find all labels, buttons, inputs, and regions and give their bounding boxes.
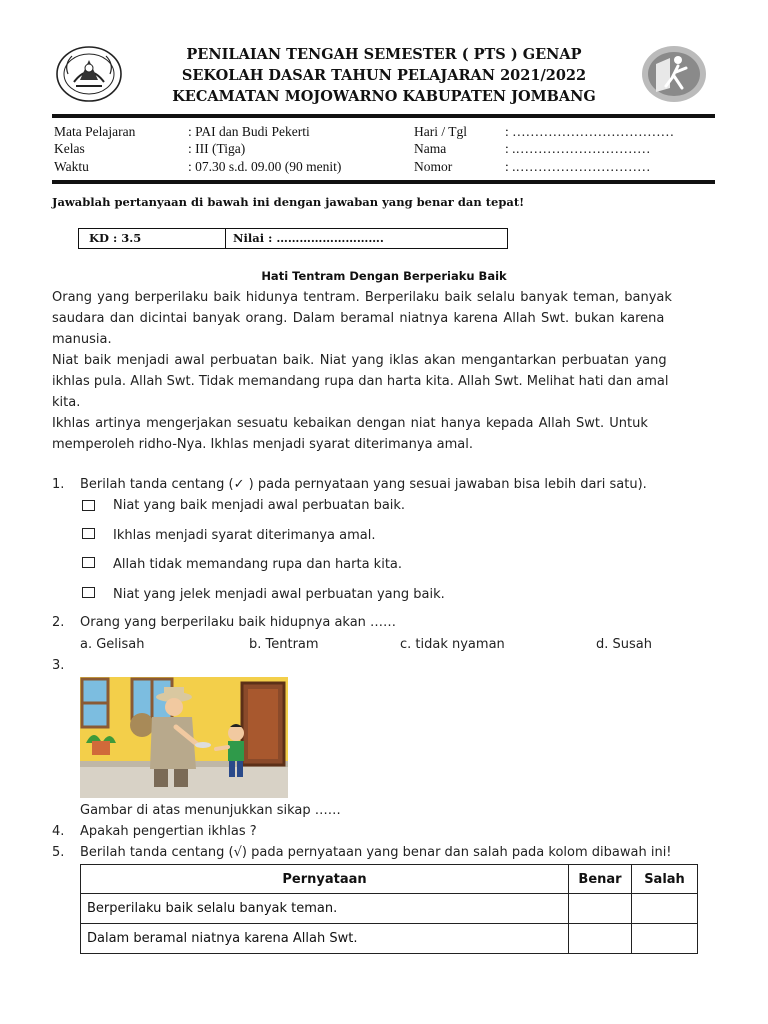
- benar-cell[interactable]: [569, 894, 632, 924]
- mapel-value: : PAI dan Budi Pekerti: [188, 124, 310, 139]
- nomor-label: Nomor: [414, 159, 453, 174]
- salah-cell[interactable]: [632, 894, 698, 924]
- table-row: [81, 894, 698, 924]
- q2-option-d[interactable]: d. Susah: [596, 637, 652, 652]
- q1-option-checkbox[interactable]: [82, 587, 95, 598]
- reading-line: kita.: [52, 395, 81, 410]
- nama-field[interactable]: : .…………………………: [505, 141, 651, 156]
- nomor-field[interactable]: : .…………………………: [505, 159, 651, 174]
- nama-label: Nama: [414, 141, 447, 156]
- q2-number: 2.: [52, 615, 65, 630]
- q2-text: Orang yang berperilaku baik hidupnya akan ……: [80, 615, 397, 630]
- nilai-field[interactable]: Nilai : ……………………….: [233, 231, 384, 245]
- info-divider: [52, 180, 715, 184]
- q2-option-a[interactable]: a. Gelisah: [80, 637, 145, 652]
- table-header-row: [81, 865, 698, 894]
- reading-line: ikhlas pula. Allah Swt. Tidak memandang rupa dan harta kita. Allah Swt. Melihat hati dan amal: [52, 374, 669, 389]
- mapel-label: Mata Pelajaran: [54, 124, 136, 139]
- q2-option-c[interactable]: c. tidak nyaman: [400, 637, 505, 652]
- table-row: [81, 924, 698, 954]
- reading-title: Hati Tentram Dengan Berperiaku Baik: [261, 269, 507, 283]
- reading-line: manusia.: [52, 332, 112, 347]
- kelas-label: Kelas: [54, 141, 85, 156]
- reading-line: Niat baik menjadi awal perbuatan baik. Niat yang iklas akan mengantarkan perbuatan yang: [52, 353, 667, 368]
- salah-cell[interactable]: [632, 924, 698, 954]
- q4-text: Apakah pengertian ikhlas ?: [80, 824, 257, 839]
- q3-number: 3.: [52, 658, 65, 673]
- kelas-value: : III (Tiga): [188, 141, 246, 156]
- kd-box-separator: [225, 229, 226, 248]
- statement-cell: Dalam beramal niatnya karena Allah Swt.: [81, 924, 569, 954]
- q1-number: 1.: [52, 477, 65, 492]
- q3-caption: Gambar di atas menunjukkan sikap ……: [80, 803, 341, 818]
- kd-box: [78, 228, 508, 249]
- hari-field[interactable]: : ………………………………: [505, 124, 675, 139]
- hari-label: Hari / Tgl: [414, 124, 467, 139]
- reading-line: memperoleh ridho-Nya. Ikhlas menjadi syarat diterimanya amal.: [52, 437, 474, 452]
- reading-line: saudara dan dicintai banyak orang. Dalam beramal niatnya karena Allah Swt. bukan karena: [52, 311, 665, 326]
- reading-line: Orang yang berperilaku baik hidunya tentram. Berperilaku baik selalu banyak teman, banyak: [52, 290, 672, 305]
- q1-option-checkbox[interactable]: [82, 557, 95, 568]
- benar-cell[interactable]: [569, 924, 632, 954]
- waktu-value: : 07.30 s.d. 09.00 (90 menit): [188, 159, 342, 174]
- q5-text: Berilah tanda centang (√) pada pernyataan yang benar dan salah pada kolom dibawah ini!: [80, 845, 672, 860]
- statement-cell: Berperilaku baik selalu banyak teman.: [81, 894, 569, 924]
- q4-number: 4.: [52, 824, 65, 839]
- q1-option-checkbox[interactable]: [82, 528, 95, 539]
- reading-line: Ikhlas artinya mengerjakan sesuatu kebaikan dengan niat hanya kepada Allah Swt. Untuk: [52, 416, 648, 431]
- statement-table: [80, 864, 698, 954]
- q1-option-label: Niat yang baik menjadi awal perbuatan baik.: [113, 498, 406, 513]
- q1-option-label: Niat yang jelek menjadi awal perbuatan yang baik.: [113, 587, 445, 602]
- q3-illustration: [80, 677, 288, 798]
- q2-option-b[interactable]: b. Tentram: [249, 637, 319, 652]
- q1-option-checkbox[interactable]: [82, 500, 95, 511]
- instruction: Jawablah pertanyaan di bawah ini dengan jawaban yang benar dan tepat!: [52, 195, 525, 209]
- header-title-line-1: PENILAIAN TENGAH SEMESTER ( PTS ) GENAP: [186, 46, 582, 63]
- col-header-salah: Salah: [632, 865, 698, 894]
- q5-number: 5.: [52, 845, 65, 860]
- col-header-benar: Benar: [569, 865, 632, 894]
- q1-option-label: Allah tidak memandang rupa dan harta kita.: [113, 557, 403, 572]
- q1-text: Berilah tanda centang (✓ ) pada pernyataan yang sesuai jawaban bisa lebih dari satu).: [80, 477, 647, 492]
- header-title-line-3: KECAMATAN MOJOWARNO KABUPATEN JOMBANG: [172, 88, 596, 105]
- col-header-pernyataan: Pernyataan: [81, 865, 569, 894]
- header-divider: [52, 114, 715, 118]
- kd-label: KD : 3.5: [89, 231, 142, 245]
- waktu-label: Waktu: [54, 159, 89, 174]
- header-title-line-2: SEKOLAH DASAR TAHUN PELAJARAN 2021/2022: [181, 67, 587, 84]
- q1-option-label: Ikhlas menjadi syarat diterimanya amal.: [113, 528, 376, 543]
